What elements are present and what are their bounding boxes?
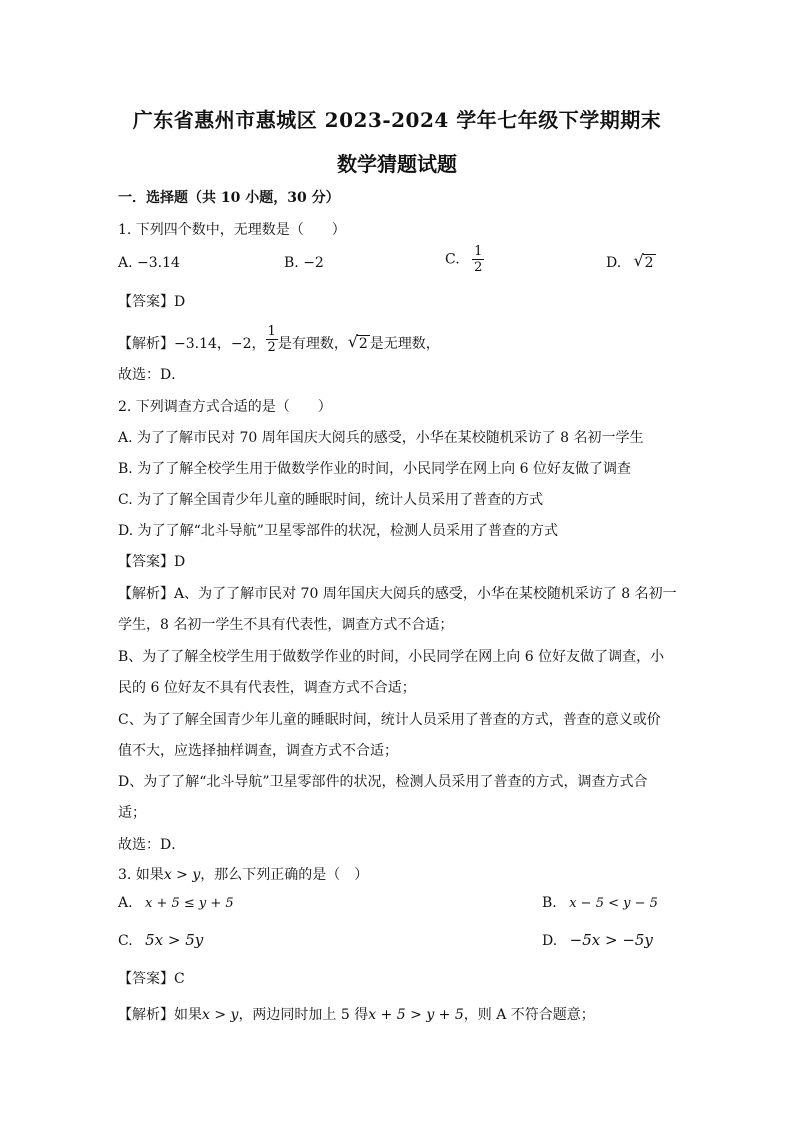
q1-answer: 【答案】D — [118, 294, 186, 310]
q3-analysis-math-1: x > y — [202, 1007, 239, 1023]
q2-option-a: A. 为了了解市民对 70 周年国庆大阅兵的感受，小华在某校随机采访了 8 名初一学生 — [118, 430, 644, 446]
q1-analysis-mid: 是有理数， — [277, 335, 348, 352]
q2-analysis-line-8: 适； — [118, 805, 146, 821]
fraction-numerator: 1 — [474, 244, 483, 259]
q3-option-a-math: x + 5 ≤ y + 5 — [145, 896, 234, 911]
q3-option-d-math: −5x > −5y — [569, 931, 653, 949]
q3-option-c-math: 5x > 5y — [145, 931, 204, 949]
q3-option-c-label: C. — [118, 933, 133, 949]
q1-option-c — [445, 244, 484, 275]
question-2-stem: 2. 下列调查方式合适的是（ ） — [118, 399, 332, 415]
q1-analysis-prefix: 【解析】−3.14，−2， — [118, 335, 266, 352]
q3-option-a — [118, 895, 234, 911]
fraction-numerator: 1 — [267, 324, 276, 339]
q3-option-b-label: B. — [542, 895, 557, 911]
q1-option-d-label: D. — [606, 255, 622, 271]
q2-answer: 【答案】D — [118, 554, 186, 570]
page-title: 广东省惠州市惠城区 2023-2024 学年七年级下学期期末 — [132, 108, 662, 132]
q1-analysis-fraction — [266, 324, 278, 355]
q1-option-d — [606, 251, 656, 271]
q2-analysis-line-7: D、为了了解“北斗导航”卫星零部件的状况，检测人员采用了普查的方式，调查方式合 — [118, 774, 648, 790]
q1-option-c-fraction — [472, 244, 484, 275]
sqrt-symbol: √ 2 — [633, 251, 654, 271]
q3-analysis-math-2: x + 5 > y + 5 — [368, 1007, 464, 1023]
q2-choose: 故选：D． — [118, 837, 186, 853]
q3-analysis-prefix: 【解析】如果 — [118, 1007, 202, 1023]
q2-option-c: C. 为了了解全国青少年儿童的睡眠时间，统计人员采用了普查的方式 — [118, 492, 544, 508]
page-subtitle: 数学猜题试题 — [337, 152, 457, 176]
question-3-stem — [118, 864, 368, 884]
sqrt-symbol: √ 2 — [347, 331, 368, 352]
q2-option-d: D. 为了了解“北斗导航”卫星零部件的状况，检测人员采用了普查的方式 — [118, 523, 558, 539]
q3-analysis — [118, 1004, 595, 1024]
sqrt-radicand: 2 — [644, 255, 654, 271]
sqrt-radicand: 2 — [358, 335, 368, 352]
q2-analysis-line-3: B、为了了解全校学生用于做数学作业的时间，小民同学在网上向 6 位好友做了调查，小 — [118, 649, 665, 665]
q3-option-d-label: D. — [542, 933, 558, 949]
q3-stem-prefix: 3. 如果 — [118, 867, 164, 883]
q2-analysis-line-2: 学生，8 名初一学生不具有代表性，调查方式不合适； — [118, 617, 454, 633]
q2-analysis-line-1: 【解析】A、为了了解市民对 70 周年国庆大阅兵的感受，小华在某校随机采访了 8 名初一 — [118, 586, 677, 602]
q1-analysis — [118, 318, 440, 355]
q3-analysis-mid: ，两边同时加上 5 得 — [238, 1007, 369, 1023]
q1-choose: 故选：D． — [118, 367, 186, 383]
q1-option-c-label: C. — [445, 251, 460, 268]
q1-option-b: B. −2 — [284, 255, 324, 271]
q2-analysis-line-6: 值不大，应选择抽样调查，调查方式不合适； — [118, 743, 398, 759]
q3-option-b — [542, 895, 658, 911]
q2-option-b: B. 为了了解全校学生用于做数学作业的时间，小民同学在网上向 6 位好友做了调查 — [118, 461, 631, 477]
q2-analysis-line-4: 民的 6 位好友不具有代表性，调查方式不合适； — [118, 680, 416, 696]
q3-option-c — [118, 931, 203, 949]
q3-analysis-suffix: ，则 A 不符合题意； — [463, 1007, 595, 1023]
q2-analysis-line-5: C、为了了解全国青少年儿童的睡眠时间，统计人员采用了普查的方式，普查的意义或价 — [118, 712, 661, 728]
q1-analysis-suffix: 是无理数， — [369, 335, 440, 352]
question-1-stem: 1. 下列四个数中，无理数是（ ） — [118, 222, 346, 238]
section-heading: 一．选择题（共 10 小题，30 分） — [118, 190, 340, 206]
fraction-denominator: 2 — [267, 340, 276, 355]
q3-option-d — [542, 931, 653, 949]
q3-stem-math: x > y — [163, 867, 201, 883]
q3-option-a-label: A. — [118, 895, 133, 911]
q1-option-a: A. −3.14 — [118, 255, 180, 271]
q3-option-b-math: x − 5 < y − 5 — [569, 896, 658, 911]
q3-stem-suffix: ，那么下列正确的是（ ） — [200, 867, 369, 883]
q3-answer: 【答案】C — [118, 971, 185, 987]
fraction-denominator: 2 — [474, 260, 483, 275]
